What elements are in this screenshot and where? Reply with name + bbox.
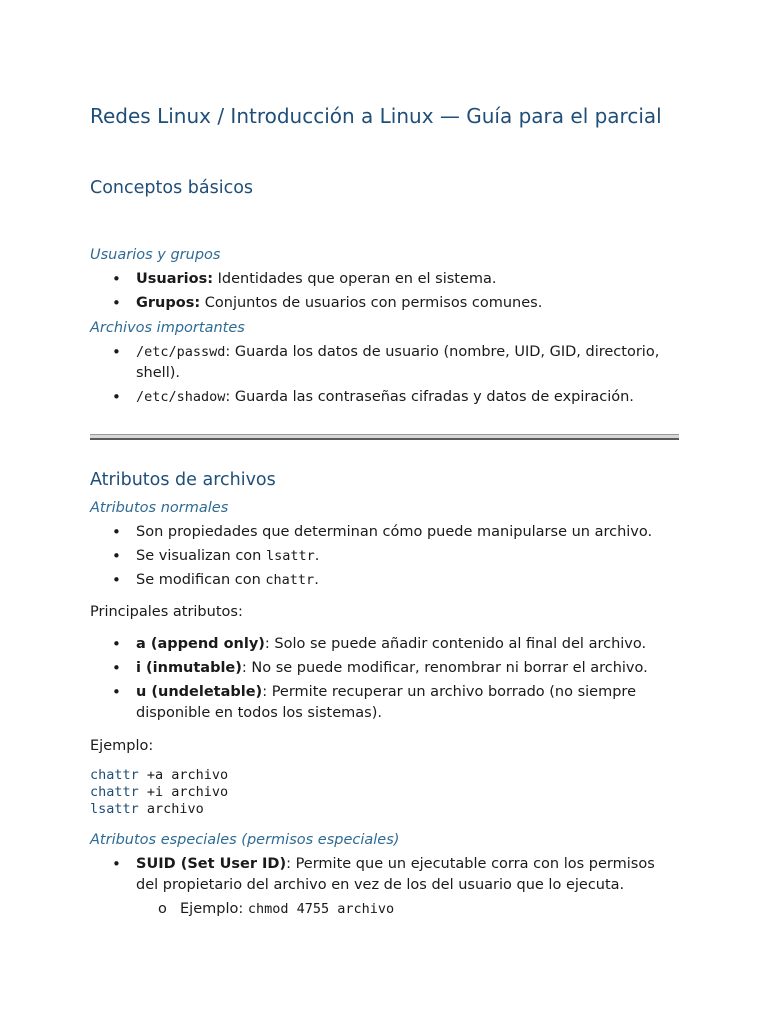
sub-list-item bbox=[158, 899, 394, 920]
list-item bbox=[90, 293, 680, 314]
section-heading-conceptos: Conceptos básicos bbox=[90, 178, 254, 198]
principal-attrs-label: Principales atributos: bbox=[90, 604, 243, 620]
code-block bbox=[90, 767, 228, 818]
term: Grupos: bbox=[136, 295, 201, 311]
definition: : Guarda las contraseñas cifradas y datos de expiración. bbox=[225, 389, 634, 405]
definition: Identidades que operan en el sistema. bbox=[213, 271, 497, 287]
definition: : No se puede modificar, renombrar ni borrar el archivo. bbox=[241, 660, 648, 676]
definition: : Guarda los datos de usuario (nombre, UID, GID, directorio, shell). bbox=[136, 344, 660, 381]
command: lsattr bbox=[265, 548, 315, 564]
term: i (inmutable) bbox=[136, 660, 242, 676]
term: a (append only) bbox=[136, 636, 265, 652]
list-item-text: Se visualizan con bbox=[136, 548, 266, 564]
list-item bbox=[90, 658, 680, 679]
list-item bbox=[90, 387, 680, 408]
list-item-text: Se modifican con bbox=[136, 572, 266, 588]
command: chmod 4755 archivo bbox=[247, 901, 395, 917]
document-title: Redes Linux / Introducción a Linux — Guía para el parcial bbox=[90, 104, 662, 128]
list-item bbox=[90, 342, 680, 384]
list-archivos-importantes bbox=[90, 342, 680, 411]
list-atributos-especiales bbox=[90, 854, 680, 899]
code-args: +i archivo bbox=[138, 784, 229, 800]
subheading-atributos-especiales: Atributos especiales (permisos especiales) bbox=[90, 832, 400, 848]
term: SUID (Set User ID) bbox=[136, 856, 287, 872]
list-item bbox=[90, 570, 680, 591]
definition: : Solo se puede añadir contenido al final del archivo. bbox=[264, 636, 647, 652]
code-command: chattr bbox=[90, 767, 139, 783]
code-args: +a archivo bbox=[138, 767, 229, 783]
list-usuarios-grupos bbox=[90, 269, 680, 317]
subheading-archivos-importantes: Archivos importantes bbox=[90, 320, 245, 336]
horizontal-divider bbox=[90, 434, 679, 440]
definition: Conjuntos de usuarios con permisos comunes. bbox=[200, 295, 543, 311]
example-label: Ejemplo: bbox=[90, 738, 154, 754]
term: Usuarios: bbox=[136, 271, 214, 287]
file-path: /etc/shadow bbox=[136, 389, 226, 405]
command: chattr bbox=[265, 572, 315, 588]
section-heading-atributos: Atributos de archivos bbox=[90, 470, 276, 490]
code-command: lsattr bbox=[90, 801, 139, 817]
list-item-text: Son propiedades que determinan cómo puede manipularse un archivo. bbox=[136, 524, 653, 540]
list-item bbox=[90, 546, 680, 567]
code-args: archivo bbox=[138, 801, 204, 817]
sub-item-label: Ejemplo: bbox=[180, 901, 248, 917]
subheading-usuarios-grupos: Usuarios y grupos bbox=[90, 247, 221, 263]
list-item bbox=[90, 634, 680, 655]
list-principales-atributos bbox=[90, 634, 680, 727]
list-item-text: . bbox=[314, 572, 319, 588]
definition: : Permite recuperar un archivo borrado (no siempre disponible en todos los sistemas). bbox=[136, 684, 636, 721]
list-item bbox=[90, 854, 680, 896]
list-atributos-normales bbox=[90, 522, 680, 594]
code-command: chattr bbox=[90, 784, 139, 800]
list-item bbox=[90, 269, 680, 290]
definition: : Permite que un ejecutable corra con los permisos del propietario del archivo en vez de los del usuario que lo ejecuta. bbox=[136, 856, 655, 893]
term: u (undeletable) bbox=[136, 684, 263, 700]
list-item bbox=[90, 522, 680, 543]
sub-bullet-marker: o bbox=[158, 901, 167, 917]
list-item bbox=[90, 682, 680, 724]
subheading-atributos-normales: Atributos normales bbox=[90, 500, 229, 516]
list-item-text: . bbox=[314, 548, 320, 564]
file-path: /etc/passwd bbox=[136, 344, 226, 360]
